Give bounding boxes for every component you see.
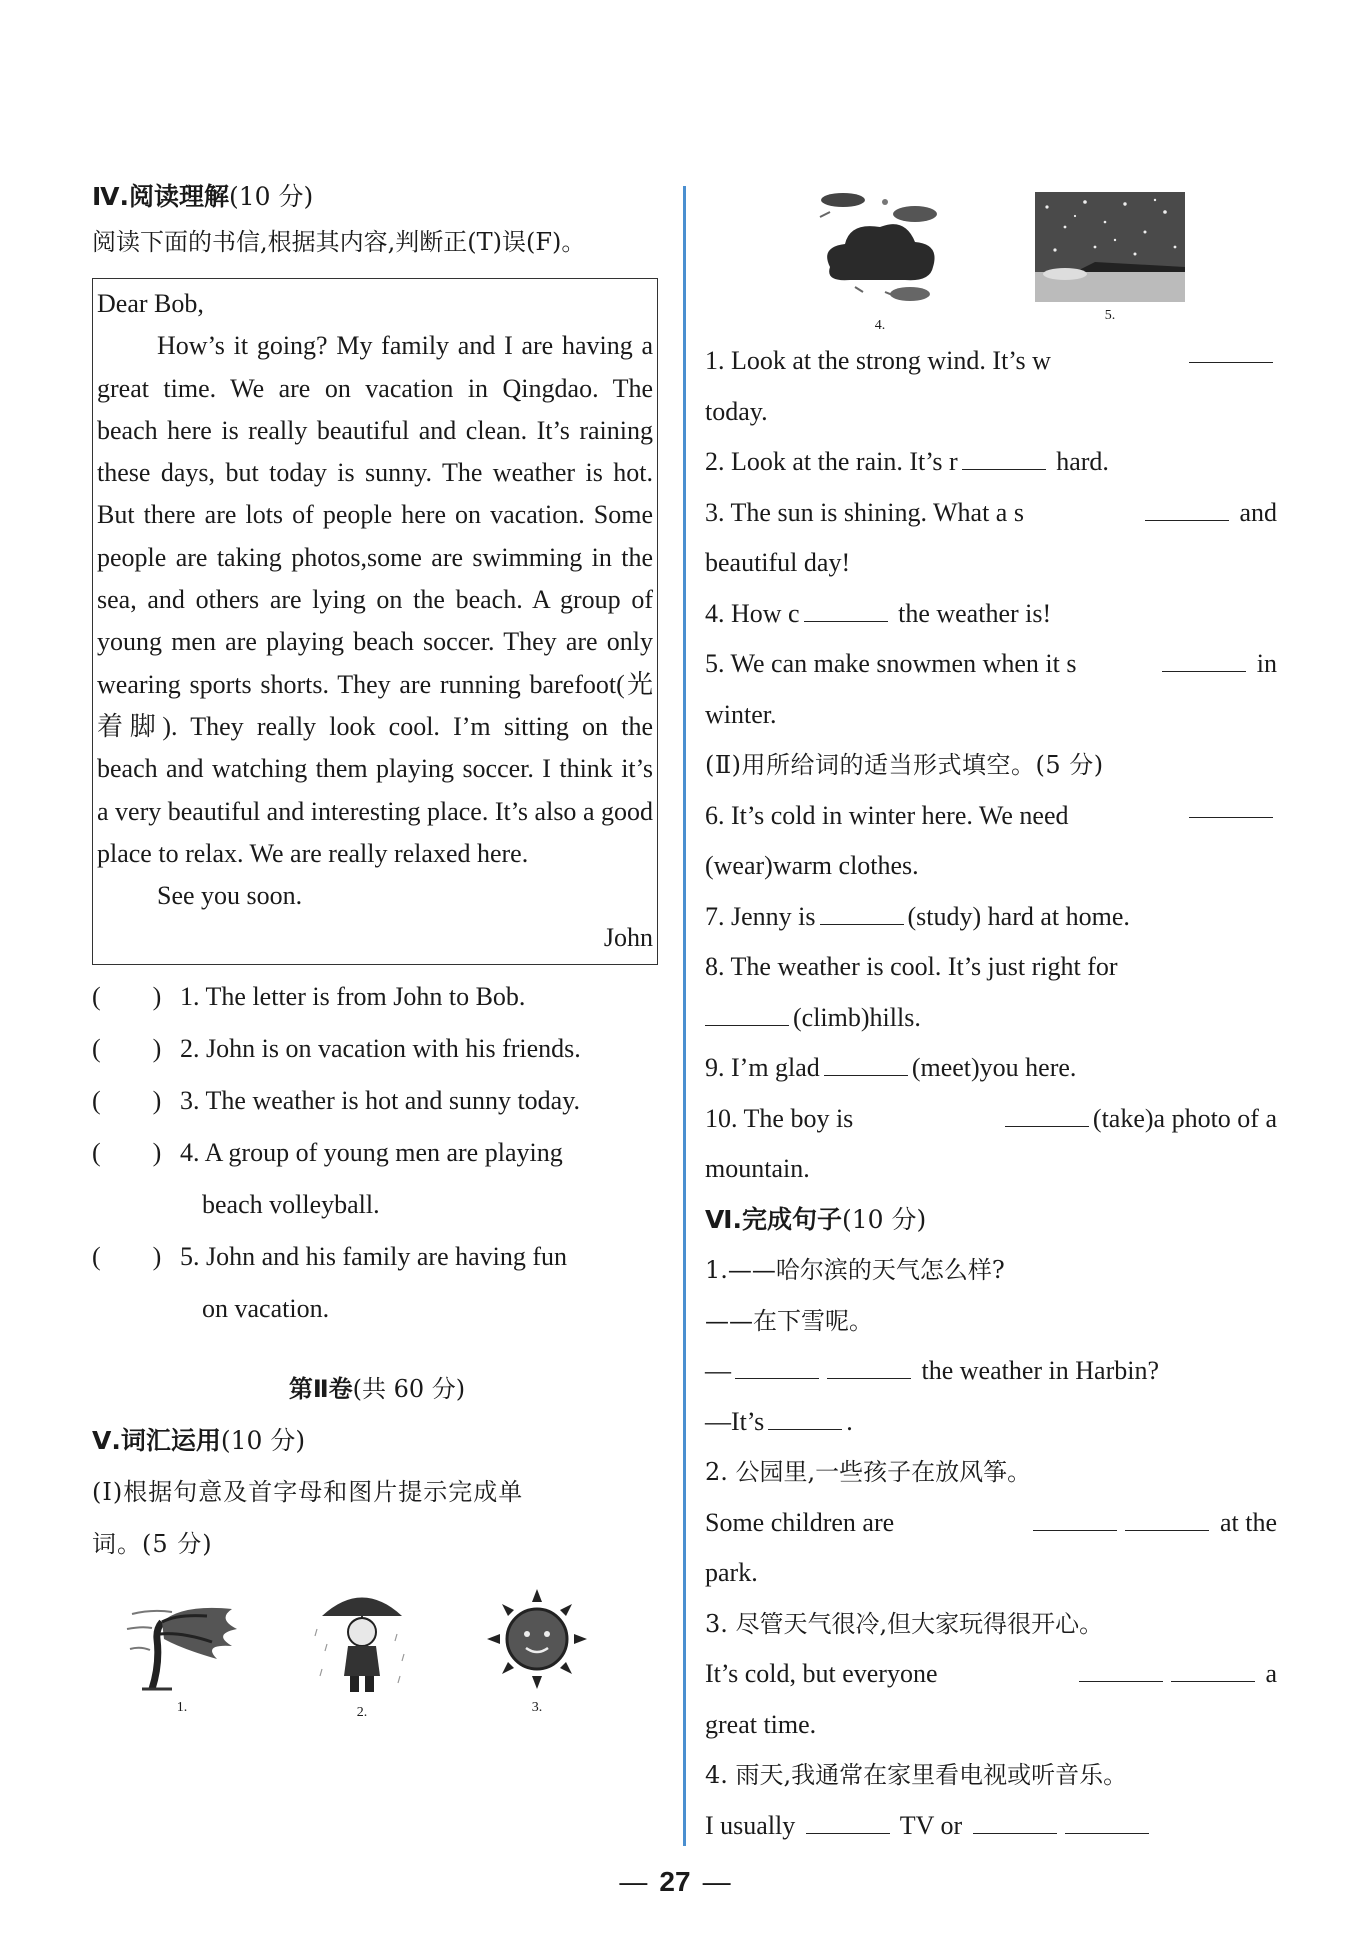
answer-blank[interactable]: [1125, 1504, 1209, 1531]
right-column: [705, 180, 1277, 1851]
picture-3: [482, 1584, 592, 1721]
answer-blank[interactable]: [1065, 1807, 1149, 1834]
vocab-items: [705, 336, 1277, 1851]
form-item-9: [705, 1043, 1277, 1094]
sentence-3-en-tail: a: [1265, 1659, 1277, 1688]
tf-question-text: 1. The letter is from John to Bob.: [180, 981, 526, 1011]
form-item-10-cont: mountain.: [705, 1154, 810, 1183]
tf-question-text-cont: beach volleyball.: [202, 1189, 380, 1219]
answer-blank[interactable]: [962, 443, 1046, 470]
answer-blank[interactable]: [827, 1352, 911, 1379]
answer-blank[interactable]: [1079, 1655, 1163, 1682]
vocab-item-4: [705, 589, 1277, 640]
sentence-3-en-text: It’s cold, but everyone: [705, 1659, 938, 1688]
answer-blank[interactable]: [973, 1807, 1057, 1834]
form-item-8-cont: [705, 993, 1277, 1044]
part-2-title: [92, 1369, 662, 1404]
section-5-sub1-line1: (Ⅰ)根据句意及首字母和图片提示完成单: [92, 1477, 524, 1506]
page-footer: [0, 1866, 1350, 1898]
vocab-5-tail: in: [1256, 649, 1277, 678]
vocab-4-tail: the weather is!: [898, 598, 1052, 628]
vocab-item-1: [705, 336, 1277, 387]
form-10-tail: (take)a photo of a: [1092, 1103, 1277, 1133]
section-6-title: Ⅵ.完成句子: [705, 1204, 842, 1234]
sentence-3-cn: 3. 尽管天气很冷,但大家玩得很开心。: [705, 1609, 1104, 1638]
footer-dash-right: —: [702, 1866, 731, 1897]
section-5-sub1-line2: 词。(5 分): [92, 1529, 213, 1558]
vocab-item-2: [705, 437, 1277, 488]
answer-blank[interactable]: [1189, 791, 1273, 818]
sentence-3-en: [705, 1649, 1277, 1700]
sentence-4-en-text: I usually: [705, 1810, 796, 1840]
section-4-heading: [92, 180, 662, 214]
sentence-1-en-1: [705, 1346, 1277, 1397]
picture-2-label: 2.: [356, 1704, 368, 1720]
picture-5: [1035, 192, 1185, 334]
picture-1: [122, 1584, 242, 1721]
letter-greeting: Dear Bob,: [97, 289, 204, 318]
picture-3-label: 3.: [531, 1699, 543, 1715]
form-7-tail: (study) hard at home.: [907, 901, 1130, 931]
tf-item: [92, 1127, 662, 1231]
column-divider: [683, 186, 686, 1846]
section-4-score: (10 分): [228, 182, 314, 211]
vocab-1-text: 1. Look at the strong wind. It’s w: [705, 346, 1051, 375]
tf-question-text: 4. A group of young men are playing: [180, 1137, 563, 1167]
sentence-4-en-mid: TV or: [899, 1810, 963, 1840]
sentence-1-cn: 1.——哈尔滨的天气怎么样?: [705, 1256, 1005, 1284]
form-7-text: 7. Jenny is: [705, 901, 816, 931]
answer-paren[interactable]: ( ): [92, 1241, 162, 1271]
section-5-sub2: (Ⅱ)用所给词的适当形式填空。(5 分): [705, 751, 1104, 779]
footer-dash-left: —: [619, 1866, 648, 1897]
letter-box: [92, 278, 658, 965]
part-2-score: (共 60 分): [352, 1374, 466, 1403]
section-6-score: (10 分): [841, 1204, 927, 1234]
tf-item: [92, 971, 662, 1023]
form-9-tail: (meet)you here.: [911, 1053, 1077, 1082]
girl-umbrella-rain-icon: [312, 1584, 412, 1699]
windy-tree-icon: [122, 1584, 242, 1694]
form-item-10: [705, 1094, 1277, 1145]
vocab-2-text: 2. Look at the rain. It’s r: [705, 447, 958, 476]
sentence-2-en-cont: park.: [705, 1558, 758, 1587]
letter-body: How’s it going? My family and I are having a great time. We are on vacation in Qingdao. The beach here is really beautiful and clean. It’s raining these days, but today is sunny. The weather is hot. But there are lots of people here on vacation. Some people are taking photos,some are swimming in the sea, and others are lying on the beach. A group of young men are playing beach soccer. They are only wearing sports shorts. They are running barefoot(光着脚). They really look cool. I’m sitting on the beach and watching them playing soccer. I think it’s a very beautiful and interesting place. It’s also a good place to relax. We are really relaxed here.: [97, 331, 653, 868]
tf-item: [92, 1075, 662, 1127]
tf-item: [92, 1023, 662, 1075]
answer-blank[interactable]: [735, 1352, 819, 1379]
answer-blank[interactable]: [1033, 1504, 1117, 1531]
answer-paren[interactable]: ( ): [92, 1137, 162, 1167]
picture-4: [815, 192, 945, 334]
sentence-2-en-text: Some children are: [705, 1507, 895, 1537]
sentence-1-en-2-text: —It’s: [705, 1406, 765, 1436]
form-8-text: 8. The weather is cool. It’s just right for: [705, 952, 1118, 981]
form-item-7: [705, 892, 1277, 943]
picture-1-label: 1.: [176, 1699, 188, 1715]
answer-blank[interactable]: [1145, 494, 1229, 521]
sentence-4-en: [705, 1801, 1277, 1852]
section-4-title: Ⅳ.阅读理解: [92, 182, 229, 211]
answer-blank[interactable]: [1005, 1100, 1089, 1127]
vocab-3-text: 3. The sun is shining. What a s: [705, 497, 1024, 527]
tf-question-text: 5. John and his family are having fun: [180, 1241, 568, 1271]
period: .: [846, 1406, 853, 1436]
form-item-8: [705, 942, 1277, 993]
answer-paren[interactable]: ( ): [92, 981, 162, 1011]
sentence-1-en-1-tail: the weather in Harbin?: [921, 1356, 1160, 1385]
sentence-4-cn: 4. 雨天,我通常在家里看电视或听音乐。: [705, 1761, 1128, 1789]
letter-closing: See you soon.: [157, 881, 303, 911]
form-item-6-cont: (wear)warm clothes.: [705, 851, 919, 880]
vocab-3-tail: and: [1239, 497, 1277, 527]
part-2-label: 第Ⅱ卷: [288, 1374, 353, 1403]
answer-blank[interactable]: [1162, 645, 1246, 672]
section-5-title: Ⅴ.词汇运用: [92, 1425, 221, 1455]
answer-blank[interactable]: [820, 898, 904, 925]
section-5-heading: [92, 1424, 662, 1458]
snowy-night-icon: [1035, 192, 1185, 302]
vocab-2-tail: hard.: [1056, 447, 1109, 476]
weather-pictures-right: [815, 192, 1277, 334]
tf-question-text: 2. John is on vacation with his friends.: [180, 1033, 581, 1063]
dash: —: [705, 1356, 731, 1385]
sun-icon: [482, 1584, 592, 1694]
answer-paren[interactable]: ( ): [92, 1033, 162, 1063]
tf-item: [92, 1231, 662, 1335]
vocab-item-3-cont: beautiful day!: [705, 548, 851, 577]
section-5-score: (10 分): [220, 1425, 306, 1455]
sentence-1-cn-2: ——在下雪呢。: [705, 1306, 873, 1335]
tf-question-text: 3. The weather is hot and sunny today.: [180, 1085, 581, 1115]
vocab-item-1-cont: today.: [705, 396, 768, 426]
vocab-item-5-cont: winter.: [705, 699, 777, 729]
picture-4-label: 4.: [874, 318, 886, 333]
tf-question-text-cont: on vacation.: [202, 1293, 330, 1323]
sentence-2-en-tail: at the: [1219, 1507, 1277, 1537]
vocab-item-5: [705, 639, 1277, 690]
left-column: [92, 180, 662, 1721]
form-8-tail: (climb)hills.: [793, 1002, 921, 1032]
answer-blank[interactable]: [804, 595, 888, 622]
answer-blank[interactable]: [1171, 1655, 1255, 1682]
true-false-list: [92, 971, 662, 1335]
answer-blank[interactable]: [768, 1403, 842, 1430]
vocab-5-text: 5. We can make snowmen when it s: [705, 649, 1077, 678]
sentence-1-en-2: [705, 1397, 1277, 1448]
answer-blank[interactable]: [1189, 336, 1273, 363]
cloudy-icon: [815, 192, 945, 312]
form-6-text: 6. It’s cold in winter here. We need: [705, 800, 1069, 830]
sentence-3-en-cont: great time.: [705, 1709, 817, 1739]
weather-pictures-left: [122, 1584, 592, 1721]
section-6-heading: [705, 1195, 1277, 1246]
answer-blank[interactable]: [824, 1049, 908, 1076]
vocab-item-3: [705, 488, 1277, 539]
page-number: 27: [659, 1866, 691, 1897]
section-4-instruction: 阅读下面的书信,根据其内容,判断正(T)误(F)。: [92, 228, 586, 256]
answer-blank[interactable]: [705, 999, 789, 1026]
picture-2: [312, 1584, 412, 1721]
form-10-text: 10. The boy is: [705, 1103, 854, 1133]
answer-blank[interactable]: [806, 1807, 890, 1834]
form-9-text: 9. I’m glad: [705, 1053, 820, 1082]
sentence-2-cn: 2. 公园里,一些孩子在放风筝。: [705, 1458, 1032, 1486]
vocab-4-text: 4. How c: [705, 598, 800, 628]
answer-paren[interactable]: ( ): [92, 1085, 162, 1115]
sentence-2-en: [705, 1498, 1277, 1549]
form-item-6: [705, 791, 1277, 842]
letter-signature: John: [603, 923, 653, 953]
picture-5-label: 5.: [1104, 308, 1116, 323]
